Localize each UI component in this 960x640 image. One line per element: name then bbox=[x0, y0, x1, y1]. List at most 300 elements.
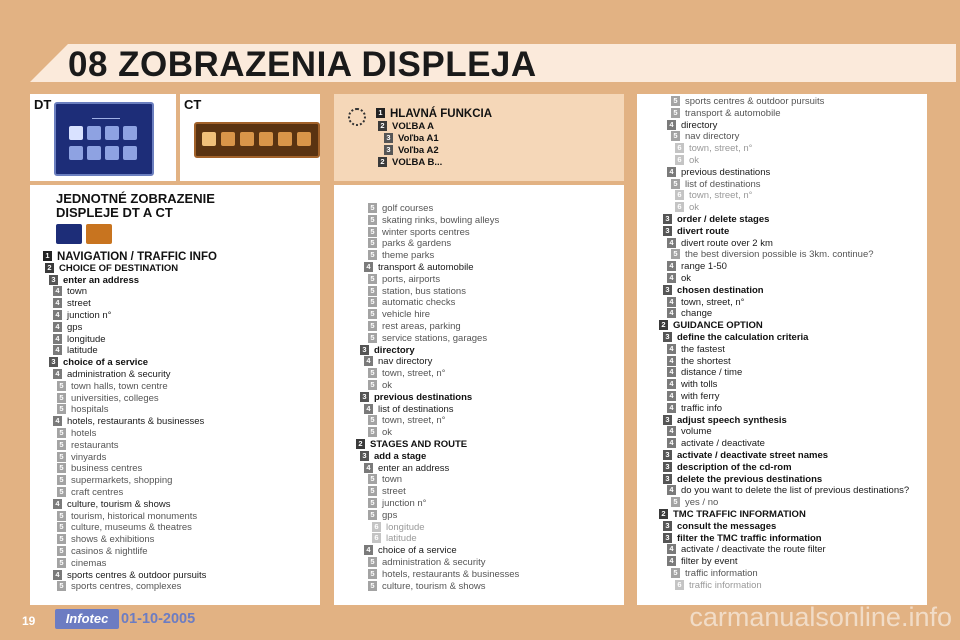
page-title: 08 ZOBRAZENIA DISPLEJA bbox=[68, 45, 537, 84]
menu-item bbox=[53, 322, 82, 334]
menu-item bbox=[663, 462, 792, 474]
traffic-icon bbox=[87, 126, 101, 140]
dt-panel bbox=[30, 94, 176, 181]
phone-icon bbox=[240, 132, 254, 146]
menu-item-label: chosen destination bbox=[677, 284, 764, 296]
section-title-line2: DISPLEJE DT A CT bbox=[56, 205, 173, 220]
level-badge: 5 bbox=[368, 581, 377, 591]
level-badge: 5 bbox=[57, 534, 66, 544]
menu-item-label: town, street, n° bbox=[689, 143, 753, 155]
menu-item-label: choice of a service bbox=[378, 545, 457, 557]
menu-item bbox=[675, 143, 752, 155]
level-badge: 3 bbox=[663, 415, 672, 425]
menu-item-label: STAGES AND ROUTE bbox=[370, 439, 468, 450]
level-badge: 4 bbox=[667, 403, 676, 413]
menu-item-label: NAVIGATION / TRAFFIC INFO bbox=[57, 251, 217, 263]
menu-item-label: culture, tourism & shows bbox=[67, 498, 171, 510]
menu-item bbox=[53, 286, 87, 298]
menu-item bbox=[667, 556, 738, 568]
menu-item bbox=[667, 273, 691, 285]
menu-item-label: gps bbox=[67, 321, 83, 333]
music-icon bbox=[278, 132, 292, 146]
menu-item bbox=[57, 381, 168, 393]
level-badge: 6 bbox=[675, 190, 684, 200]
menu-item bbox=[667, 403, 722, 415]
menu-item bbox=[57, 452, 106, 464]
level-badge: 6 bbox=[675, 143, 684, 153]
menu-item bbox=[364, 262, 474, 274]
level-badge: 5 bbox=[57, 522, 66, 532]
menu-item bbox=[372, 533, 417, 545]
menu-item-label: administration & security bbox=[382, 557, 486, 568]
menu-item bbox=[57, 487, 123, 499]
menu-item bbox=[49, 357, 148, 369]
menu-item bbox=[675, 580, 762, 592]
level-badge: 6 bbox=[675, 155, 684, 165]
menu-item bbox=[671, 131, 739, 143]
watermark: carmanualsonline.info bbox=[689, 602, 952, 632]
level-badge: 4 bbox=[667, 120, 676, 130]
level-badge: 6 bbox=[675, 202, 684, 212]
menu-item bbox=[372, 522, 425, 534]
menu-item bbox=[57, 522, 192, 534]
menu-item bbox=[659, 509, 806, 521]
menu-item bbox=[57, 428, 96, 440]
menu-item-label: skating rinks, bowling alleys bbox=[382, 214, 500, 226]
menu-item bbox=[364, 463, 449, 475]
menu-item bbox=[368, 333, 487, 345]
menu-item-label: town, street, n° bbox=[382, 415, 446, 427]
nav-icon bbox=[56, 224, 82, 244]
level-badge: 5 bbox=[368, 227, 377, 237]
level-badge: 4 bbox=[667, 167, 676, 177]
level-badge: 3 bbox=[663, 474, 672, 484]
menu-item-label: hotels, restaurants & businesses bbox=[382, 568, 520, 580]
level-badge: 5 bbox=[671, 179, 680, 189]
menu-item bbox=[671, 108, 781, 120]
level-badge: 5 bbox=[671, 96, 680, 106]
menu-item-label: the shortest bbox=[681, 355, 731, 367]
dt-screen-image bbox=[54, 102, 154, 176]
level-badge: 4 bbox=[364, 404, 373, 414]
nav-icon-ct bbox=[86, 224, 112, 244]
menu-item bbox=[659, 320, 763, 332]
menu-item bbox=[368, 368, 445, 380]
menu-item-label: theme parks bbox=[382, 250, 435, 262]
level-badge: 3 bbox=[663, 214, 672, 224]
level-badge: 4 bbox=[667, 485, 676, 495]
menu-item bbox=[675, 190, 752, 202]
nav-icon bbox=[69, 126, 83, 140]
level-badge: 5 bbox=[368, 286, 377, 296]
menu-item bbox=[675, 202, 699, 214]
ct-panel bbox=[180, 94, 320, 181]
level-badge: 3 bbox=[663, 285, 672, 295]
menu-item bbox=[57, 404, 109, 416]
menu-item-label: ok bbox=[681, 273, 692, 284]
level-badge: 2 bbox=[356, 439, 365, 449]
menu-item bbox=[53, 334, 106, 346]
level-badge: 4 bbox=[53, 322, 62, 332]
level-badge: 4 bbox=[364, 545, 373, 555]
map-icon bbox=[105, 146, 119, 160]
level-badge: 5 bbox=[368, 486, 377, 496]
menu-item-label: volume bbox=[681, 426, 712, 438]
level-badge: 4 bbox=[53, 345, 62, 355]
level-badge: 3 bbox=[663, 450, 672, 460]
menu-item-label: description of the cd-rom bbox=[677, 461, 792, 473]
menu-item-label: choice of a service bbox=[63, 357, 149, 369]
menu-item bbox=[663, 226, 729, 238]
menu-item-label: vehicle hire bbox=[382, 309, 431, 321]
level-badge: 5 bbox=[57, 581, 66, 591]
level-badge: 3 bbox=[360, 345, 369, 355]
menu-item-label: service stations, garages bbox=[382, 332, 488, 344]
level-badge: 5 bbox=[57, 393, 66, 403]
menu-item-label: TMC TRAFFIC INFORMATION bbox=[673, 509, 806, 520]
menu-item-label: change bbox=[681, 308, 713, 320]
settings-icon bbox=[123, 146, 137, 160]
menu-item-label: latitude bbox=[386, 533, 417, 545]
level-badge: 6 bbox=[372, 522, 381, 532]
level-badge: 5 bbox=[57, 428, 66, 438]
menu-item bbox=[43, 251, 217, 263]
level-badge: 2 bbox=[659, 320, 668, 330]
legend-item bbox=[378, 121, 434, 133]
menu-item-label: town halls, town centre bbox=[71, 380, 168, 392]
level-badge: 3 bbox=[384, 145, 393, 155]
menu-item-label: sports centres & outdoor pursuits bbox=[685, 96, 825, 107]
menu-item-label: divert route bbox=[677, 225, 730, 237]
menu-item bbox=[675, 155, 699, 167]
menu-item bbox=[57, 511, 197, 523]
clock-icon bbox=[69, 146, 83, 160]
menu-item-label: sports centres, complexes bbox=[71, 581, 182, 593]
legend-item-label: VOĽBA A bbox=[392, 121, 435, 132]
menu-item bbox=[663, 332, 808, 344]
menu-item bbox=[368, 215, 499, 227]
level-badge: 5 bbox=[368, 557, 377, 567]
menu-item-label: supermarkets, shopping bbox=[71, 475, 173, 487]
level-badge: 4 bbox=[667, 379, 676, 389]
menu-item bbox=[368, 498, 426, 510]
level-badge: 4 bbox=[53, 369, 62, 379]
menu-item-label: ok bbox=[382, 427, 393, 439]
menu-item bbox=[360, 392, 472, 404]
section-title-line1: JEDNOTNÉ ZOBRAZENIE bbox=[56, 191, 215, 206]
menu-item bbox=[53, 499, 170, 511]
menu-item bbox=[368, 427, 392, 439]
level-badge: 5 bbox=[57, 381, 66, 391]
level-badge: 5 bbox=[57, 475, 66, 485]
menu-item bbox=[57, 440, 119, 452]
menu-item bbox=[57, 534, 154, 546]
menu-item bbox=[368, 380, 392, 392]
menu-item-label: longitude bbox=[386, 521, 425, 533]
left-menu-panel bbox=[30, 185, 320, 605]
menu-item bbox=[57, 463, 142, 475]
menu-item-label: filter by event bbox=[681, 556, 738, 568]
menu-item-label: filter the TMC traffic information bbox=[677, 532, 822, 544]
level-badge: 5 bbox=[671, 131, 680, 141]
menu-item bbox=[667, 438, 765, 450]
level-badge: 5 bbox=[57, 487, 66, 497]
menu-item-label: town, street, n° bbox=[382, 368, 446, 380]
settings-icon bbox=[297, 132, 311, 146]
level-badge: 6 bbox=[372, 533, 381, 543]
menu-item bbox=[49, 275, 139, 287]
level-badge: 5 bbox=[671, 108, 680, 118]
menu-item bbox=[368, 569, 519, 581]
menu-item bbox=[360, 345, 415, 357]
level-badge: 4 bbox=[364, 356, 373, 366]
menu-item-label: traffic info bbox=[681, 402, 723, 414]
middle-menu-panel bbox=[334, 185, 624, 605]
legend-item bbox=[384, 133, 439, 145]
level-badge: 5 bbox=[368, 380, 377, 390]
menu-item bbox=[368, 309, 430, 321]
menu-item bbox=[667, 297, 744, 309]
menu-item-label: consult the messages bbox=[677, 520, 777, 532]
menu-item bbox=[57, 546, 148, 558]
level-badge: 4 bbox=[667, 308, 676, 318]
menu-item-label: junction n° bbox=[67, 310, 112, 321]
level-badge: 5 bbox=[368, 274, 377, 284]
level-badge: 4 bbox=[667, 367, 676, 377]
level-badge: 4 bbox=[53, 334, 62, 344]
phone-icon bbox=[105, 126, 119, 140]
menu-item-label: GUIDANCE OPTION bbox=[673, 320, 763, 332]
menu-item-label: nav directory bbox=[685, 131, 740, 143]
menu-item-label: traffic information bbox=[685, 568, 758, 579]
menu-item-label: latitude bbox=[67, 345, 98, 357]
menu-item bbox=[663, 474, 822, 486]
book-icon bbox=[123, 126, 137, 140]
menu-item bbox=[368, 286, 466, 298]
level-badge: 5 bbox=[368, 333, 377, 343]
level-badge: 4 bbox=[667, 238, 676, 248]
level-badge: 5 bbox=[368, 427, 377, 437]
level-badge: 4 bbox=[667, 261, 676, 271]
menu-item bbox=[663, 285, 764, 297]
menu-item bbox=[53, 310, 111, 322]
level-badge: 5 bbox=[368, 297, 377, 307]
menu-item-label: with tolls bbox=[681, 379, 718, 391]
nav-icon bbox=[202, 132, 216, 146]
level-badge: 2 bbox=[378, 121, 387, 131]
level-badge: 5 bbox=[368, 569, 377, 579]
menu-item-label: transport & automobile bbox=[685, 107, 781, 119]
level-badge: 4 bbox=[364, 262, 373, 272]
menu-item-label: ok bbox=[382, 380, 393, 391]
screen-rule bbox=[92, 118, 120, 119]
level-badge: 4 bbox=[667, 273, 676, 283]
date-stamp: 01-10-2005 bbox=[121, 611, 196, 627]
book-icon bbox=[259, 132, 273, 146]
legend-item-label: Voľba A2 bbox=[398, 145, 439, 156]
menu-item bbox=[663, 214, 769, 226]
menu-item-label: hotels, restaurants & businesses bbox=[67, 416, 205, 428]
menu-item bbox=[667, 120, 717, 132]
level-badge: 5 bbox=[368, 368, 377, 378]
menu-item bbox=[368, 557, 485, 569]
menu-item bbox=[368, 321, 461, 333]
menu-item bbox=[667, 308, 712, 320]
sun-icon bbox=[348, 108, 366, 126]
menu-item bbox=[360, 451, 426, 463]
level-badge: 5 bbox=[671, 568, 680, 578]
level-badge: 4 bbox=[667, 297, 676, 307]
menu-item-label: town, street, n° bbox=[689, 190, 753, 202]
level-badge: 5 bbox=[368, 203, 377, 213]
menu-item-label: range 1-50 bbox=[681, 261, 727, 273]
menu-item-label: the fastest bbox=[681, 343, 725, 355]
level-badge: 4 bbox=[667, 391, 676, 401]
menu-item-label: junction n° bbox=[382, 498, 427, 509]
level-badge: 4 bbox=[667, 344, 676, 354]
menu-item-label: define the calculation criteria bbox=[677, 332, 809, 343]
legend-item bbox=[384, 145, 439, 157]
menu-item bbox=[368, 250, 434, 262]
level-badge: 3 bbox=[663, 226, 672, 236]
level-badge: 4 bbox=[53, 286, 62, 296]
menu-item-label: hospitals bbox=[71, 404, 109, 416]
level-badge: 3 bbox=[360, 451, 369, 461]
menu-item-label: restaurants bbox=[71, 439, 119, 451]
menu-item-label: universities, colleges bbox=[71, 392, 159, 404]
level-badge: 3 bbox=[49, 275, 58, 285]
menu-item-label: directory bbox=[374, 344, 415, 356]
menu-item bbox=[663, 450, 828, 462]
menu-item-label: distance / time bbox=[681, 367, 743, 379]
menu-item-label: yes / no bbox=[685, 497, 719, 509]
level-badge: 2 bbox=[659, 509, 668, 519]
ct-label: CT bbox=[184, 97, 202, 112]
level-badge: 3 bbox=[663, 533, 672, 543]
menu-item-label: cinemas bbox=[71, 557, 107, 569]
menu-item-label: with ferry bbox=[681, 391, 720, 402]
menu-item bbox=[368, 510, 397, 522]
menu-item-label: the best diversion possible is 3km. continue? bbox=[685, 249, 874, 261]
menu-item bbox=[667, 367, 742, 379]
menu-item bbox=[57, 558, 106, 570]
menu-item bbox=[671, 249, 874, 261]
menu-item bbox=[667, 238, 773, 250]
legend-item-label: VOĽBA B... bbox=[392, 157, 443, 168]
level-badge: 5 bbox=[368, 321, 377, 331]
menu-item-label: nav directory bbox=[378, 356, 433, 368]
menu-item-label: directory bbox=[681, 119, 718, 131]
dt-label: DT bbox=[34, 97, 52, 112]
menu-item-label: station, bus stations bbox=[382, 285, 466, 297]
menu-item-label: shows & exhibitions bbox=[71, 534, 155, 546]
level-badge: 5 bbox=[57, 452, 66, 462]
menu-item bbox=[368, 203, 433, 215]
level-badge: 1 bbox=[43, 251, 52, 261]
legend-item-label: Voľba A1 bbox=[398, 133, 439, 144]
menu-item bbox=[671, 497, 718, 509]
menu-item bbox=[368, 415, 445, 427]
level-badge: 5 bbox=[57, 558, 66, 568]
menu-item-label: business centres bbox=[71, 463, 143, 475]
menu-item-label: ports, airports bbox=[382, 273, 441, 285]
level-badge: 5 bbox=[57, 463, 66, 473]
menu-item-label: order / delete stages bbox=[677, 214, 770, 225]
menu-item bbox=[368, 227, 470, 239]
menu-item bbox=[364, 356, 432, 368]
menu-item-label: town bbox=[382, 474, 403, 486]
legend-main: 1 HLAVNÁ FUNKCIA bbox=[376, 108, 492, 120]
level-badge: 4 bbox=[53, 310, 62, 320]
menu-item bbox=[368, 581, 485, 593]
menu-item-label: previous destinations bbox=[681, 166, 771, 178]
level-badge: 5 bbox=[57, 404, 66, 414]
level-badge: 4 bbox=[667, 426, 676, 436]
menu-item-label: longitude bbox=[67, 333, 106, 345]
menu-item-label: enter an address bbox=[378, 462, 450, 474]
level-badge: 4 bbox=[667, 556, 676, 566]
menu-item bbox=[667, 426, 712, 438]
menu-item-label: street bbox=[382, 486, 406, 498]
menu-item bbox=[667, 344, 725, 356]
menu-item-label: town, street, n° bbox=[681, 296, 745, 308]
traffic-icon bbox=[221, 132, 235, 146]
menu-item-label: delete the previous destinations bbox=[677, 473, 823, 485]
menu-item-label: parks & gardens bbox=[382, 238, 452, 250]
menu-item-label: craft centres bbox=[71, 487, 124, 498]
menu-item bbox=[356, 439, 467, 451]
menu-item-label: winter sports centres bbox=[382, 226, 470, 238]
menu-item-label: rest areas, parking bbox=[382, 321, 461, 332]
level-badge: 5 bbox=[368, 510, 377, 520]
menu-item bbox=[667, 391, 720, 403]
menu-item bbox=[364, 404, 454, 416]
level-badge: 3 bbox=[49, 357, 58, 367]
menu-item-label: gps bbox=[382, 509, 398, 521]
level-badge: 5 bbox=[671, 249, 680, 259]
level-badge: 3 bbox=[360, 392, 369, 402]
menu-item-label: list of destinations bbox=[378, 403, 454, 415]
menu-item bbox=[667, 261, 727, 273]
menu-item-label: divert route over 2 km bbox=[681, 237, 773, 249]
menu-item-label: town bbox=[67, 286, 88, 298]
right-menu-panel bbox=[637, 94, 927, 605]
level-badge: 5 bbox=[57, 511, 66, 521]
menu-item bbox=[368, 238, 451, 250]
menu-item-label: casinos & nightlife bbox=[71, 546, 148, 557]
menu-item-label: activate / deactivate street names bbox=[677, 450, 829, 461]
menu-item bbox=[53, 369, 170, 381]
level-badge: 5 bbox=[368, 474, 377, 484]
menu-item-label: golf courses bbox=[382, 203, 434, 214]
menu-item bbox=[53, 416, 204, 428]
menu-item-label: previous destinations bbox=[374, 391, 473, 403]
menu-item-label: ok bbox=[689, 202, 700, 214]
menu-item bbox=[364, 545, 457, 557]
level-badge: 4 bbox=[53, 499, 62, 509]
legend-item bbox=[378, 157, 442, 169]
menu-item-label: culture, museums & theatres bbox=[71, 522, 192, 534]
menu-item-label: tourism, historical monuments bbox=[71, 510, 198, 522]
menu-item-label: activate / deactivate bbox=[681, 438, 765, 450]
menu-item bbox=[671, 568, 758, 580]
level-badge: 4 bbox=[667, 356, 676, 366]
level-badge: 5 bbox=[368, 250, 377, 260]
menu-item bbox=[53, 570, 206, 582]
level-badge: 3 bbox=[663, 462, 672, 472]
menu-item-label: adjust speech synthesis bbox=[677, 414, 787, 426]
menu-item-label: enter an address bbox=[63, 274, 140, 286]
